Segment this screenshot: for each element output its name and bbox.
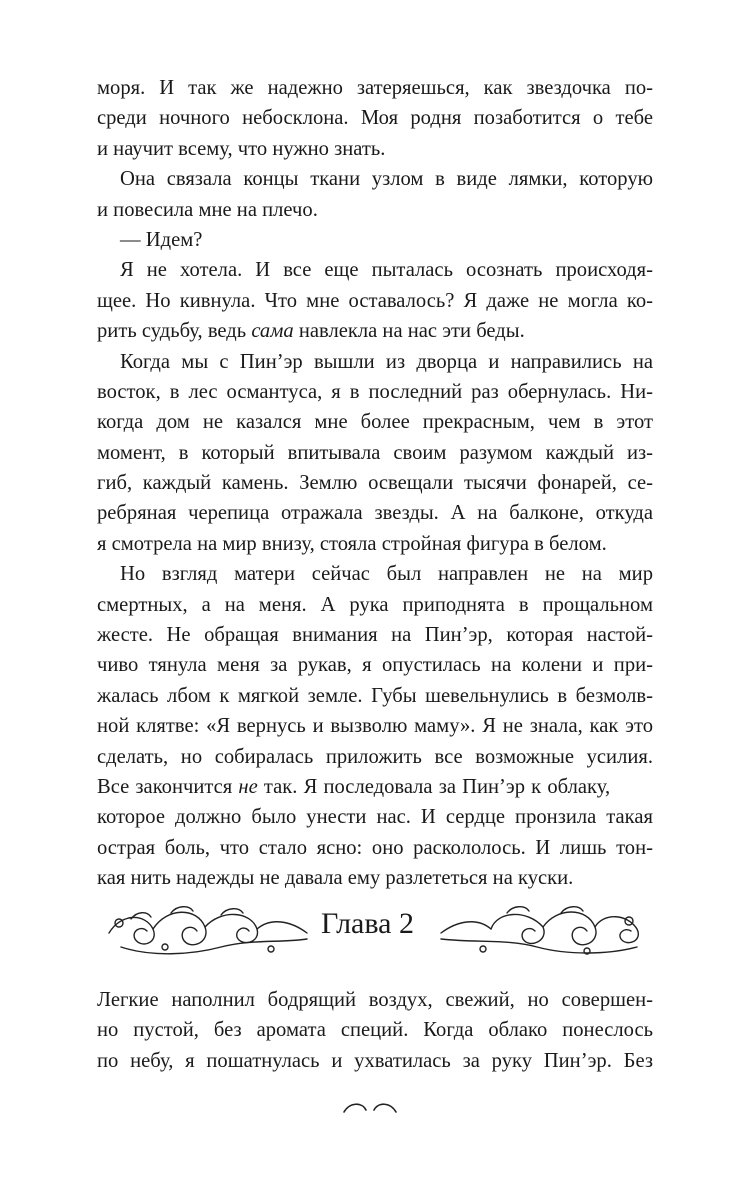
text-line: момент, в который впитывала своим разумом каждый из- (97, 441, 653, 464)
text-line: по небу, я пошатнулась и ухватилась за руку Пин’эр. Без (97, 1049, 653, 1072)
text-line: моря. И так же надежно затеряешься, как звездочка по- (97, 77, 653, 99)
text-line: жесте. Не обращая внимания на Пин’эр, которая настой- (97, 624, 653, 647)
text-line: жалась лбом к мягкой земле. Губы шевельнулись в безмолв- (97, 684, 653, 707)
text-line: среди ночного небосклона. Моя родня позаботится о тебе (97, 107, 653, 130)
text-line: кая нить надежды не давала ему разлететься на куски. (97, 867, 574, 890)
text-line: когда дом не казался мне более прекрасным, чем в этот (97, 411, 653, 434)
text-line: ной клятве: «Я вернусь и вызволю маму». Я не знала, как это (97, 715, 653, 738)
text-fragment: рить судьбу, ведь (97, 320, 247, 343)
text-line: острая боль, что стало ясно: оно раскололось. И лишь тон- (97, 836, 653, 859)
main-text (97, 73, 653, 894)
right-ornament-icon (437, 899, 647, 961)
left-ornament-icon (101, 899, 311, 961)
text-line: сделать, но собиралась приложить все возможные усилия. (97, 745, 653, 768)
text-line: но пустой, без аромата специй. Когда облако понеслось (97, 1019, 653, 1042)
text-line: и научит всему, что нужно знать. (97, 137, 386, 160)
chapter-heading (97, 893, 653, 973)
text-line (97, 316, 653, 346)
text-line: Но взгляд матери сейчас был направлен не на мир (120, 563, 653, 586)
text-line: ребряная черепица отражала звезды. А на балконе, откуда (97, 502, 653, 525)
text-line: восток, в лес османтуса, я в последний раз обернулась. Ни- (97, 380, 653, 403)
text-line: и повесила мне на плечо. (97, 198, 318, 221)
text-line: — Идем? (120, 228, 203, 251)
text-fragment: навлекла на нас эти беды. (298, 320, 525, 343)
text-line: которое должно было унести нас. И сердце пронзила такая (97, 806, 653, 829)
text-line: гиб, каждый камень. Землю освещали тысячи фонарей, се- (97, 472, 653, 495)
text-line: смертных, а на меня. А рука приподнята в прощальном (97, 593, 653, 616)
text-line: Я не хотела. И все еще пыталась осознать происходя- (120, 259, 653, 282)
text-line: я смотрела на мир внизу, стояла стройная фигура в белом. (97, 532, 607, 555)
text-line: Легкие наполнил бодрящий воздух, свежий, но совершен- (97, 989, 653, 1011)
italic-word: не (238, 775, 258, 798)
text-line: чиво тянула меня за рукав, я опустилась на колени и при- (97, 654, 653, 677)
text-fragment: Все закончится (97, 775, 233, 798)
text-line: Когда мы с Пин’эр вышли из дворца и направились на (120, 350, 653, 373)
italic-word: сама (251, 320, 294, 343)
chapter-2-text (97, 985, 653, 1076)
chapter-title: Глава 2 (321, 907, 414, 940)
page-footer-ornament-icon (338, 1100, 402, 1114)
text-line: щее. Но кивнула. Что мне оставалось? Я даже не могла ко- (97, 289, 653, 312)
text-line: Она связала концы ткани узлом в виде лямки, которую (120, 168, 653, 191)
text-line (97, 772, 653, 802)
text-fragment: так. Я последовала за Пин’эр к облаку, (263, 775, 611, 798)
